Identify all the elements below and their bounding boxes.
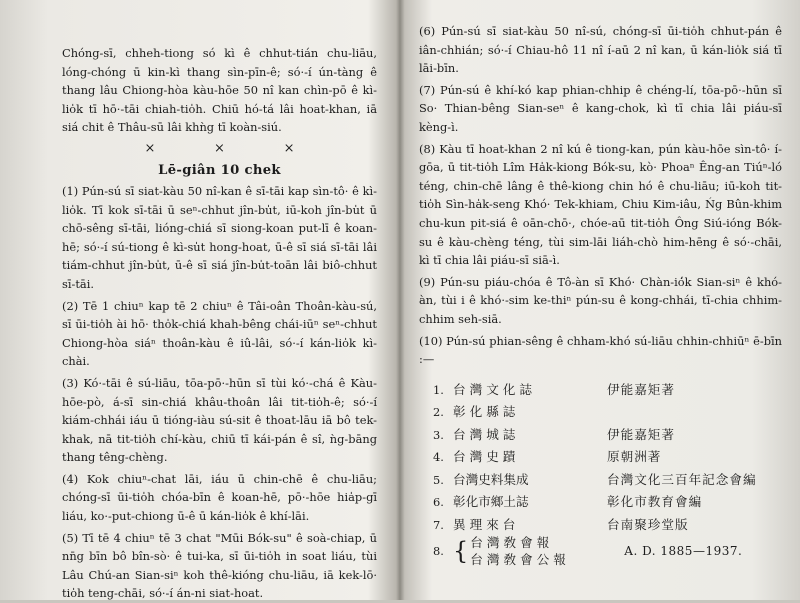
- section-heading: Lē-giân 10 chek: [158, 162, 281, 178]
- reference-title: 彰 化 縣 誌: [453, 404, 516, 420]
- reference-number: 8.: [433, 544, 444, 559]
- intro-paragraph: Chóng-sī, chheh-tiong só kì ê chhut-tián chu-liāu, lóng-chóng ū kin-kì thang sìn-pīn-ê; só·-í ún-tàng ê thang lâu Chiong-hòa kàu-hōe 50 nî kan chìn-pō ê kì-lio̍k tī hō·-tāi chiah-tio̍h. Chiū hó-tá lâi hoat-khan, iā siá chit ê Thâu-sū lâi khǹg tī koàn-siú.: [62, 46, 377, 135]
- reference-date-range: A. D. 1885—1937.: [624, 544, 743, 559]
- rule-paragraph-7: (7) Pún-sú ê khí-kó kap phian-chhip ê chéng-lí, tōa-pō·-hūn sī So· Thian-bêng Sian-seⁿ ê kang-chok, kì tī chia lâi piáu-sī kèng-ì.: [419, 82, 782, 134]
- reference-item: [433, 514, 782, 537]
- reference-item: [433, 491, 782, 514]
- reference-title-stack: [470, 534, 624, 568]
- reference-title-line: 台 灣 敎 會 公 報: [470, 552, 566, 568]
- rule-paragraph-8: (8) Kàu tī hoat-khan 2 nî kú ê tiong-kan, pún kàu-hōe sìn-tô· í-gōa, ū tit-tio̍h Lîm Ha̍k-kiong Bók-su, kò· Phoaⁿ Êng-an Tiúⁿ-ló téng, chin-chē lâng ê thê-kiong chin hó ê chu-liāu; iū-koh tit-tio̍h Sìn-ha̍k-seng Khó· Tek-khiam, Chiu Kim-iâu, Ńg Bûn-khim chu-kun pit-siá ê oān-chō·, chóe-aū tit-tio̍h Ông Siú-ióng Bók-su ê kàu-chèng téng, tùi sim-lāi liáh-chò him-hēng ê só·-chāi, kì tī chia lâi piáu-sī siā-ì.: [419, 141, 782, 268]
- rule-paragraph-5: (5) Tī tē 4 chiuⁿ tē 3 chat "Mūi Bók-su" ê soà-chiap, ū nn̄g bīn bô bîn-sò· ê tui-ka, sī ūi-tio̍h in soat liáu, tùi Lâu Chú-an Sian-siⁿ koh thê-kióng chu-liāu, iā kek-lō· tio̍h teng-chāi, só·-í án-ni siat-hoat.: [62, 530, 377, 601]
- reference-item: [433, 469, 782, 492]
- reference-title: 台 灣 史 蹟: [453, 449, 516, 465]
- reference-title: 台灣史料集成: [453, 471, 529, 487]
- reference-author: 台灣文化三百年記念會編: [607, 471, 757, 487]
- reference-title: 異 理 來 台: [453, 516, 516, 532]
- reference-author: 台南聚珍堂版: [607, 516, 689, 532]
- rule-paragraph-3: (3) Kó·-tāi ê sú-liāu, tōa-pō·-hūn sī tùi kó·-chá ê Kàu-hōe-pò, á-sī sin-chiá khâu-thoân lâi tit-tio̍h-ê; só·-í kiám-chhái iáu ū tióng-iàu sú-sit ê thoat-lāu iā bô tek-khak, nā tit-tio̍h chí-kàu, chiū tī kái-pán ê sî, ǹg-bāng thang têng-chèng.: [62, 375, 377, 465]
- reference-author: 伊能嘉矩著: [607, 426, 675, 442]
- reference-number: 3.: [433, 427, 444, 442]
- divider-mark: ×: [283, 140, 295, 156]
- rule-paragraph-10: (10) Pún-sú phian-sêng ê chham-khó sú-liāu chhin-chhiūⁿ ē-bīn :—: [419, 333, 782, 367]
- reference-item: [433, 379, 782, 402]
- reference-number: 1.: [433, 382, 444, 397]
- reference-title: 台 灣 城 誌: [453, 426, 516, 442]
- reference-title-line: 台 灣 敎 會 報: [470, 535, 550, 551]
- rule-paragraph-1: (1) Pún-sú sī siat-kàu 50 nî-kan ê sī-tāi kap sìn-tô· ê kì-lio̍k. Tī kok sī-tāi ū seⁿ-chhut jîn-bu̍t, iū-koh jîn-bu̍t ū chō-sêng sī-tāi, lióng-chiá sī siong-koan put-lī ê koan-hē; só·-í sú-tiong ê kì-su̍t hong-hoat, ū-ê sī siá sī-tāi lâi tiám-chhut jîn-bu̍t, ū-ê sī siá jîn-bu̍t-toān lâi biô-chhut sī-tāi.: [62, 183, 377, 291]
- rule-paragraph-2: (2) Tē 1 chiuⁿ kap tē 2 chiuⁿ ê Tâi-oân Thoân-kàu-sú, sī ūi-tio̍h ài hō· tho̍k-chiá khah-bêng chái-iūⁿ seⁿ-chhut Chiong-hòa siáⁿ thoân-kàu ê iû-lâi, só·-í kán-lio̍k kì-chài.: [62, 298, 377, 369]
- right-page: [405, 0, 800, 600]
- rule-paragraph-6: (6) Pún-sú sī siat-kàu 50 nî-sú, chóng-sī ūi-tio̍h chhut-pán ê iân-chhián; só·-í Chiau-hô 11 nî í-aū 2 nî kan, ū kán-lio̍k siá tī lāi-bīn.: [419, 24, 782, 76]
- left-page: [0, 0, 395, 600]
- reference-title: 台 灣 文 化 誌: [453, 381, 532, 397]
- reference-item-last: [433, 535, 782, 568]
- reference-title: 彰化市鄉土誌: [453, 494, 529, 510]
- reference-number: 6.: [433, 495, 444, 510]
- divider-mark: ×: [214, 140, 225, 156]
- rule-paragraph-4: (4) Kok chiuⁿ-chat lāi, iáu ū chin-chē ê chu-liāu; chóng-sī ūi-tio̍h chóa-bīn ê koan-hē, pō·-hōe hia̍p-gī liáu, ko·-put-chiong ū-ê ū kán-lio̍k ê khí-lāi.: [62, 471, 377, 524]
- reference-author: 彰化市教育會編: [607, 494, 703, 510]
- reference-author: 原朝洲著: [607, 449, 662, 465]
- divider-mark: ×: [144, 140, 156, 156]
- section-divider: [145, 141, 295, 156]
- reference-author: 伊能嘉矩著: [607, 381, 675, 397]
- reference-number: 5.: [433, 472, 444, 487]
- reference-list: [433, 379, 782, 568]
- brace-glyph: {: [453, 537, 469, 566]
- reference-number: 2.: [433, 405, 444, 420]
- reference-number: 4.: [433, 450, 444, 465]
- reference-item: [433, 424, 782, 447]
- reference-item: [433, 446, 782, 469]
- reference-item: [433, 401, 782, 424]
- reference-number: 7.: [433, 517, 444, 532]
- rule-paragraph-9: (9) Pún-su piáu-chóa ê Tô-àn sī Khó· Chàn-ió̍k Sian-siⁿ ê khó-àn, tùi i ê khó·-sim ke-thiⁿ pún-su ê kong-chhái, tī-chia chhim-chhim seh-siā.: [419, 274, 782, 326]
